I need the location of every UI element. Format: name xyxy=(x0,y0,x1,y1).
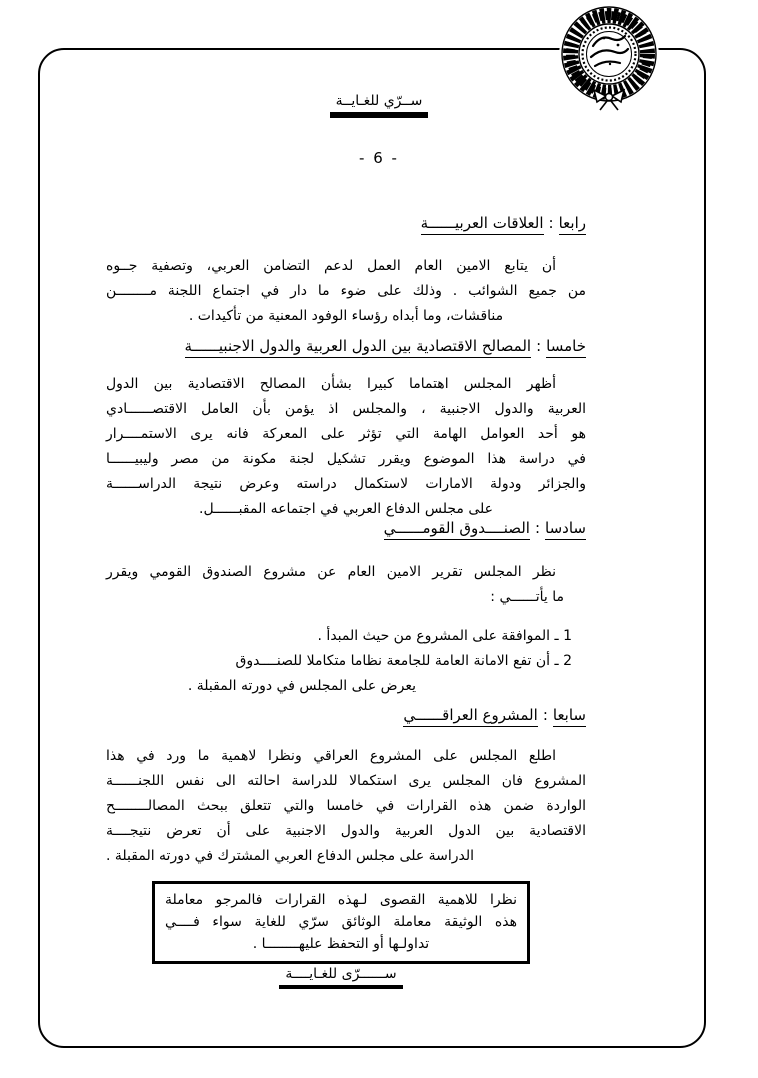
section-title: الصنــــدوق القومــــــي xyxy=(384,519,530,540)
list-item: 1 ـ الموافقة على المشروع من حيث المبدأ . xyxy=(317,628,572,644)
paragraph-line: الواردة ضمن هذه القرارات في خامسا والتي تتعلق ببحث المصالــــــــح xyxy=(106,798,586,814)
section-seventh-paragraph xyxy=(106,744,586,869)
notice-line: نظرا للاهمية القصوى لـهذه القرارات فالمرجو معاملة xyxy=(165,892,517,908)
section-title: المشروع العراقــــــي xyxy=(403,706,538,727)
list-item: 2 ـ أن تفع الامانة العامة للجامعة نظاما متكاملا للصنــــدوق xyxy=(235,653,572,669)
section-separator: : xyxy=(534,519,541,537)
paragraph-line: مناقشات، وما أبداه رؤساء الوفود المعنية من تأكيدات . xyxy=(188,308,504,324)
section-fifth-paragraph xyxy=(106,372,586,522)
section-heading-fifth xyxy=(106,334,586,359)
secrecy-notice-box xyxy=(152,881,530,964)
paragraph-line: من جميع الشوائب . وذلك على ضوء ما دار في اجتماع اللجنة مــــــــن xyxy=(106,283,586,299)
page-number: - 6 - xyxy=(359,149,399,167)
section-fourth-paragraph xyxy=(106,254,586,329)
paragraph-line: والجزائر ودولة الامارات لاستكمال دراسته وعرض نتيجة الدراســــــة xyxy=(106,476,586,492)
section-heading-seventh xyxy=(106,703,586,728)
paragraph-line: المشروع فان المجلس يرى استكمالا للدراسة احالته الى نفس اللجنــــــة xyxy=(106,773,586,789)
paragraph-line: الاقتصادية بين الدول العربية والدول الاجنبية على أن تعرض نتيجــــة xyxy=(106,823,586,839)
classification-footer-text: ســــــرّى للغـايــــة xyxy=(279,966,402,989)
section-title: العلاقات العربيــــــة xyxy=(421,214,544,235)
section-title: المصالح الاقتصادية بين الدول العربية والدول الاجنبيــــــة xyxy=(185,337,532,358)
paragraph-line: اطلع المجلس على المشروع العراقي ونظرا لاهمية ما ورد في هذا xyxy=(106,748,556,764)
list-item-continuation: يعرض على المجلس في دورته المقبلة . xyxy=(187,678,416,694)
section-label: رابعا xyxy=(559,214,586,235)
paragraph-line: الدراسة على مجلس الدفاع العربي المشترك في دورته المقبلة . xyxy=(106,848,475,864)
section-heading-sixth xyxy=(106,516,586,541)
paragraph-line: في دراسة هذا الموضوع ويقرر تشكيل لجنة مكونة من مصر وليبيــــــا xyxy=(106,451,586,467)
decisions-list xyxy=(106,624,586,699)
section-label: سادسا xyxy=(545,519,586,540)
paragraph-line: ما يأتــــــي : xyxy=(490,589,564,605)
section-label: سابعا xyxy=(553,706,586,727)
classification-footer xyxy=(152,963,530,989)
paragraph-line: أظهر المجلس اهتماما كبيرا بشأن المصالح الاقتصادية بين الدول xyxy=(106,376,556,392)
paragraph-line: هو أحد العوامل الهامة التي تؤثر على المعركة فانه يرى الاستمــــرار xyxy=(106,426,586,442)
classification-header xyxy=(0,90,758,118)
section-separator: : xyxy=(548,214,554,232)
classification-header-text: ســرّي للغـايــة xyxy=(330,93,429,118)
section-separator: : xyxy=(542,706,548,724)
paragraph-line: أن يتابع الامين العام العمل لدعم التضامن العربي، وتصفية جــوه xyxy=(106,258,556,274)
section-separator: : xyxy=(536,337,542,355)
section-heading-fourth xyxy=(106,211,586,236)
paragraph-line: على مجلس الدفاع العربي في اجتماعه المقبــــــل. xyxy=(199,501,493,517)
paragraph-line: نظر المجلس تقرير الامين العام عن مشروع الصندوق القومي ويقرر xyxy=(106,564,556,580)
paragraph-line: العربية والدول الاجنبية ، والمجلس اذ يؤمن بأن العامل الاقتصــــــادي xyxy=(106,401,586,417)
notice-line: هذه الوثيقة معاملة الوثائق سرّي للغاية سواء فــــي xyxy=(165,914,517,930)
section-sixth-paragraph xyxy=(106,560,586,610)
notice-line: تداولـها أو التحفظ عليهــــــــا . xyxy=(252,936,430,952)
section-label: خامسا xyxy=(546,337,586,358)
